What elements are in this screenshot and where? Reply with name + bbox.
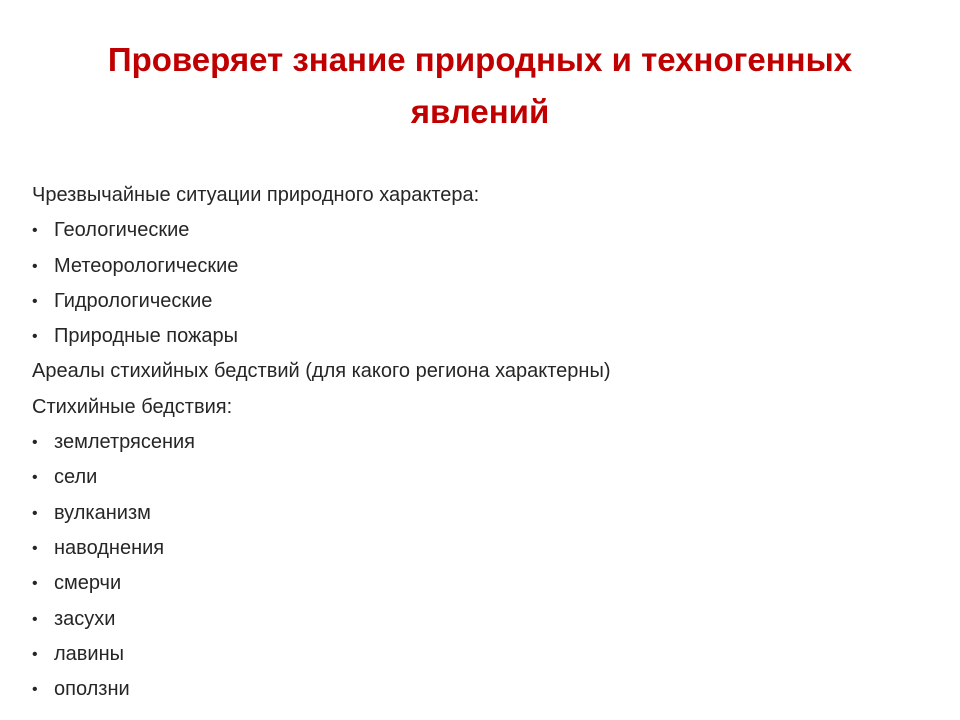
slide-title: Проверяет знание природных и техногенных явлений — [107, 41, 853, 130]
list-item-text: наводнения — [54, 536, 165, 559]
section-heading-text: Чрезвычайные ситуации природного характера: — [32, 184, 480, 206]
list-item — [32, 637, 912, 672]
bullet-icon: • — [32, 645, 38, 663]
list-item — [32, 284, 912, 319]
list-item — [32, 425, 912, 460]
list-item-text: лавины — [54, 642, 125, 665]
section-heading — [32, 354, 912, 389]
section-heading-text: Стихийные бедствия: — [32, 395, 233, 418]
slide-content — [32, 178, 912, 707]
bullet-icon: • — [32, 610, 38, 628]
list-item — [32, 249, 912, 284]
list-item — [32, 531, 912, 566]
list-item — [32, 672, 912, 707]
list-item — [32, 319, 912, 354]
list-item-text: оползни — [54, 678, 130, 701]
list-item — [32, 460, 912, 495]
list-item — [32, 602, 912, 637]
list-item-text: Гидрологические — [54, 289, 213, 312]
list-item-text: Метеорологические — [54, 254, 239, 277]
list-item-text: смерчи — [54, 572, 122, 595]
list-item-text: засухи — [54, 607, 116, 630]
bullet-icon: • — [32, 328, 38, 346]
list-item-text: Геологические — [54, 219, 190, 242]
list-item — [32, 566, 912, 601]
bullet-icon: • — [32, 469, 38, 487]
section-heading — [32, 390, 912, 425]
list-item-text: Природные пожары — [54, 325, 238, 348]
list-item-text: сели — [54, 466, 98, 489]
bullet-icon: • — [32, 257, 38, 275]
list-item-text: вулканизм — [54, 501, 151, 524]
section-heading — [32, 178, 912, 213]
list-item-text: землетрясения — [54, 431, 196, 454]
section-heading-text: Ареалы стихийных бедствий (для какого региона характерны) — [32, 360, 611, 383]
bullet-icon: • — [32, 575, 38, 593]
list-item — [32, 496, 912, 531]
bullet-icon: • — [32, 222, 38, 240]
bullet-icon: • — [32, 539, 38, 557]
bullet-icon: • — [32, 292, 38, 310]
list-item — [32, 213, 912, 248]
bullet-icon: • — [32, 681, 38, 699]
bullet-icon: • — [32, 504, 38, 522]
bullet-icon: • — [32, 434, 38, 452]
